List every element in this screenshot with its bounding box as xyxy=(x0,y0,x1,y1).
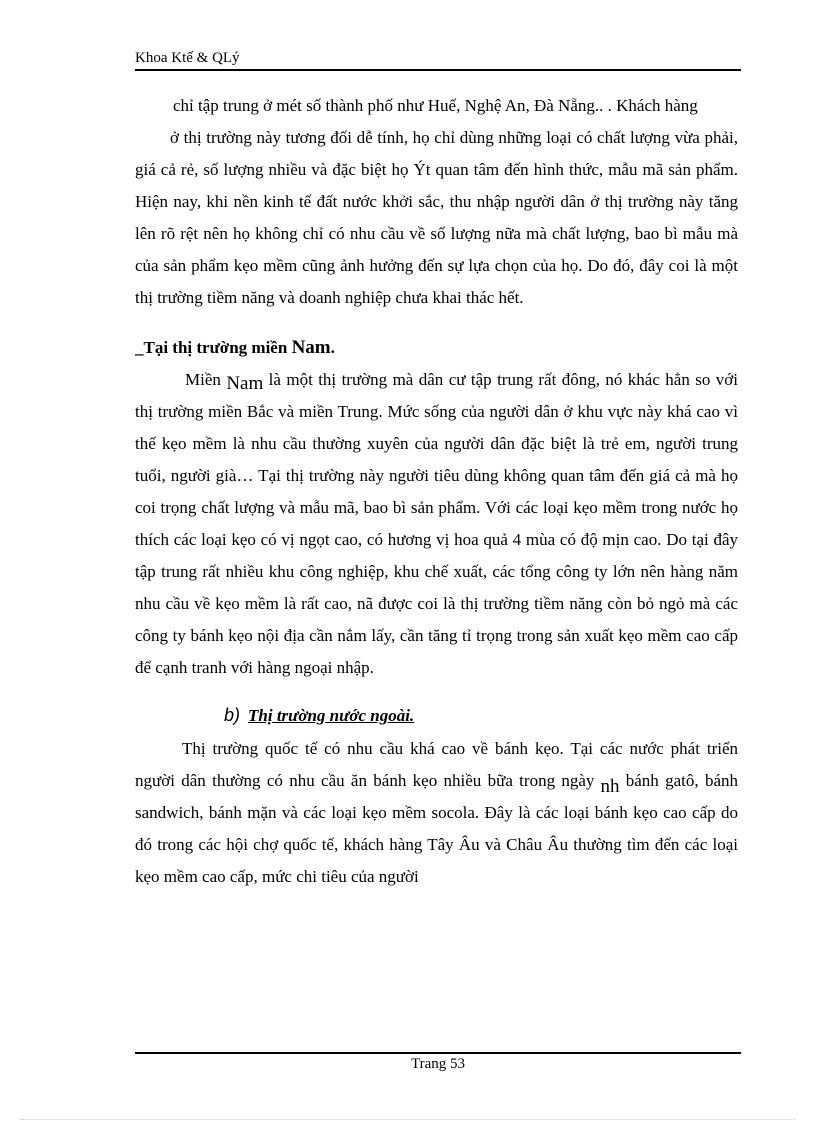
paragraph-foreign-rest: bánh gatô, bánh sandwich, bánh mặn và các loại kẹo mềm socola. Đây là các loại bánh kẹo cao cấp do đó trong các hội chợ quốc tế, khách hàng Tây Âu và Châu Âu thường tìm đến các loại kẹo mềm cao cấp, mức chi tiêu của người xyxy=(135,771,738,886)
subheading-number: b) xyxy=(224,705,241,725)
paragraph-south-region: Nam xyxy=(226,373,264,394)
paragraph-south-market xyxy=(135,364,738,684)
footer-divider xyxy=(135,1052,741,1054)
heading-south-prefix: _Tại thị trường miền xyxy=(135,338,292,357)
heading-south-market xyxy=(135,332,738,364)
paragraph-south-body: là một thị trường mà dân cư tập trung rất đông, nó khác hẳn so với thị trường miền Bắc và miền Trung. Mức sống của người dân ở khu vực này khá cao vì thế kẹo mềm là nhu cầu thường xuyên của người dân đặc biệt là trẻ em, người trung tuổi, người già… Tại thị trường này người tiêu dùng không quan tâm đến giá cả mà họ coi trọng chất lượng và mẫu mã, bao bì sản phẩm. Với các loại kẹo mềm trong nước họ thích các loại kẹo có vị ngọt cao, có hương vị hoa quả 4 mùa có độ mịn cao. Do tại đây tập trung rất nhiều khu công nghiệp, khu chế xuất, các tổng công ty lớn nên hàng năm nhu cầu về kẹo mềm là rất cao, nã được coi là thị trường tiềm năng còn bỏ ngỏ mà các công ty bánh kẹo nội địa cần nắm lấy, cần tăng tỉ trọng trong sản xuất kẹo mềm cao cấp để cạnh tranh với hàng ngoại nhập. xyxy=(135,370,739,677)
header-divider xyxy=(135,69,741,71)
page-edge-dots xyxy=(20,1119,796,1120)
subheading-foreign-market xyxy=(135,698,738,733)
paragraph-intro: chỉ tập trung ở mét số thành phố như Huế, Nghệ An, Đà Nẵng.. . Khách hàng xyxy=(173,96,698,115)
page-header: Khoa Ktế & QLý xyxy=(135,50,240,66)
heading-south-suffix: . xyxy=(330,338,335,357)
paragraph-central-market: ở thị trường này tương đối dễ tính, họ chỉ dùng những loại có chất lượng vừa phải, giá cả rẻ, số lượng nhiều và đặc biệt họ Ýt quan tâm đến hình thức, mẫu mã sản phẩm. Hiện nay, khi nền kinh tế đất nước khởi sắc, thu nhập người dân ở thị trường này tăng lên rõ rệt nên họ không chỉ có nhu cầu về số lượng nữa mà chất lượng, bao bì mẫu mà của sản phẩm kẹo mềm cũng ảnh hưởng đến sự lựa chọn của họ. Do đó, đây coi là một thị trường tiềm năng và doanh nghiệp chưa khai thác hết. xyxy=(135,128,738,307)
document-body xyxy=(135,90,738,893)
paragraph-foreign-stray: nh xyxy=(600,776,620,797)
paragraph-foreign-market xyxy=(135,733,738,893)
paragraph-south-prefix: Miền xyxy=(185,370,227,389)
paragraph-foreign-main: Thị trường quốc tế có nhu cầu khá cao về bánh kẹo. Tại các nước phát triển người dân thường có nhu cầu ăn bánh kẹo nhiều bữa trong ngày xyxy=(135,739,738,790)
subheading-title: Thị trường nước ngoài. xyxy=(248,706,415,725)
page-number: Trang 53 xyxy=(410,1056,466,1072)
heading-south-region: Nam xyxy=(291,337,331,358)
